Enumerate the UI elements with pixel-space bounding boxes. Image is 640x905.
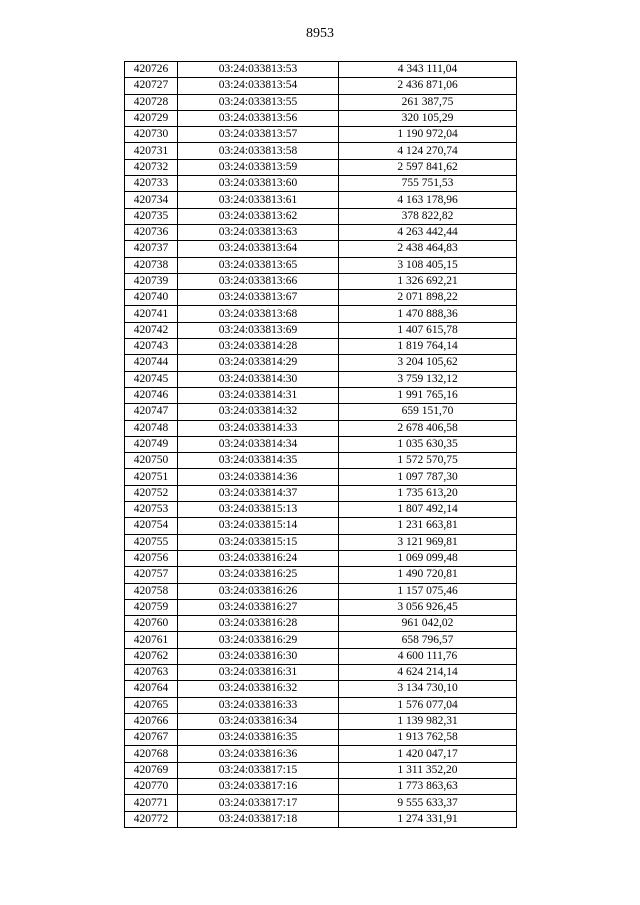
value-cell: 378 822,82 bbox=[339, 208, 517, 224]
value-cell: 659 151,70 bbox=[339, 404, 517, 420]
cadastral-number-cell: 03:24:033813:56 bbox=[178, 110, 339, 126]
row-id-cell: 420737 bbox=[125, 241, 178, 257]
cadastral-number-cell: 03:24:033813:67 bbox=[178, 290, 339, 306]
row-id-cell: 420760 bbox=[125, 616, 178, 632]
row-id-cell: 420731 bbox=[125, 143, 178, 159]
row-id-cell: 420743 bbox=[125, 339, 178, 355]
value-cell: 320 105,29 bbox=[339, 110, 517, 126]
cadastral-number-cell: 03:24:033813:55 bbox=[178, 94, 339, 110]
cadastral-number-cell: 03:24:033813:58 bbox=[178, 143, 339, 159]
row-id-cell: 420769 bbox=[125, 762, 178, 778]
cadastral-number-cell: 03:24:033815:13 bbox=[178, 502, 339, 518]
row-id-cell: 420764 bbox=[125, 681, 178, 697]
row-id-cell: 420753 bbox=[125, 502, 178, 518]
cadastral-number-cell: 03:24:033814:32 bbox=[178, 404, 339, 420]
cadastral-number-cell: 03:24:033814:29 bbox=[178, 355, 339, 371]
table-row bbox=[125, 502, 517, 518]
value-cell: 2 597 841,62 bbox=[339, 159, 517, 175]
table-row bbox=[125, 534, 517, 550]
row-id-cell: 420750 bbox=[125, 453, 178, 469]
cadastral-number-cell: 03:24:033817:15 bbox=[178, 762, 339, 778]
table-row bbox=[125, 664, 517, 680]
value-cell: 3 108 405,15 bbox=[339, 257, 517, 273]
cadastral-number-cell: 03:24:033816:30 bbox=[178, 648, 339, 664]
cadastral-number-cell: 03:24:033816:32 bbox=[178, 681, 339, 697]
row-id-cell: 420734 bbox=[125, 192, 178, 208]
table-row bbox=[125, 436, 517, 452]
value-cell: 1 572 570,75 bbox=[339, 453, 517, 469]
row-id-cell: 420745 bbox=[125, 371, 178, 387]
table-row bbox=[125, 762, 517, 778]
table-row bbox=[125, 322, 517, 338]
cadastral-number-cell: 03:24:033817:16 bbox=[178, 779, 339, 795]
value-cell: 1 326 692,21 bbox=[339, 273, 517, 289]
table-row bbox=[125, 697, 517, 713]
table-row bbox=[125, 420, 517, 436]
row-id-cell: 420758 bbox=[125, 583, 178, 599]
table-row bbox=[125, 371, 517, 387]
value-cell: 4 263 442,44 bbox=[339, 224, 517, 240]
cadastral-number-cell: 03:24:033813:62 bbox=[178, 208, 339, 224]
value-cell: 3 056 926,45 bbox=[339, 599, 517, 615]
cadastral-number-cell: 03:24:033813:69 bbox=[178, 322, 339, 338]
cadastral-number-cell: 03:24:033816:36 bbox=[178, 746, 339, 762]
cadastral-number-cell: 03:24:033816:28 bbox=[178, 616, 339, 632]
cadastral-number-cell: 03:24:033813:53 bbox=[178, 62, 339, 78]
row-id-cell: 420770 bbox=[125, 779, 178, 795]
row-id-cell: 420744 bbox=[125, 355, 178, 371]
row-id-cell: 420727 bbox=[125, 78, 178, 94]
cadastral-number-cell: 03:24:033813:57 bbox=[178, 127, 339, 143]
table-row bbox=[125, 567, 517, 583]
table-row bbox=[125, 453, 517, 469]
cadastral-number-cell: 03:24:033813:66 bbox=[178, 273, 339, 289]
row-id-cell: 420752 bbox=[125, 485, 178, 501]
table-row bbox=[125, 616, 517, 632]
row-id-cell: 420747 bbox=[125, 404, 178, 420]
table-row bbox=[125, 94, 517, 110]
page-number: 8953 bbox=[306, 26, 334, 41]
cadastral-number-cell: 03:24:033814:36 bbox=[178, 469, 339, 485]
value-cell: 1 490 720,81 bbox=[339, 567, 517, 583]
table-row bbox=[125, 339, 517, 355]
table-row bbox=[125, 110, 517, 126]
cadastral-number-cell: 03:24:033814:28 bbox=[178, 339, 339, 355]
value-cell: 1 190 972,04 bbox=[339, 127, 517, 143]
table-row bbox=[125, 208, 517, 224]
value-cell: 1 470 888,36 bbox=[339, 306, 517, 322]
cadastral-number-cell: 03:24:033816:35 bbox=[178, 730, 339, 746]
cadastral-number-cell: 03:24:033814:35 bbox=[178, 453, 339, 469]
cadastral-number-cell: 03:24:033813:59 bbox=[178, 159, 339, 175]
row-id-cell: 420741 bbox=[125, 306, 178, 322]
value-cell: 4 600 111,76 bbox=[339, 648, 517, 664]
cadastral-number-cell: 03:24:033813:54 bbox=[178, 78, 339, 94]
table-row bbox=[125, 273, 517, 289]
value-cell: 1 991 765,16 bbox=[339, 387, 517, 403]
value-cell: 1 407 615,78 bbox=[339, 322, 517, 338]
cadastral-number-cell: 03:24:033814:33 bbox=[178, 420, 339, 436]
table-row bbox=[125, 192, 517, 208]
row-id-cell: 420756 bbox=[125, 550, 178, 566]
cadastral-number-cell: 03:24:033816:29 bbox=[178, 632, 339, 648]
row-id-cell: 420754 bbox=[125, 518, 178, 534]
value-cell: 658 796,57 bbox=[339, 632, 517, 648]
value-cell: 1 420 047,17 bbox=[339, 746, 517, 762]
cadastral-number-cell: 03:24:033816:26 bbox=[178, 583, 339, 599]
value-cell: 1 807 492,14 bbox=[339, 502, 517, 518]
row-id-cell: 420772 bbox=[125, 811, 178, 827]
value-cell: 1 097 787,30 bbox=[339, 469, 517, 485]
cadastral-number-cell: 03:24:033816:27 bbox=[178, 599, 339, 615]
table-row bbox=[125, 518, 517, 534]
table-row bbox=[125, 746, 517, 762]
cadastral-number-cell: 03:24:033813:68 bbox=[178, 306, 339, 322]
table-row bbox=[125, 404, 517, 420]
value-cell: 1 231 663,81 bbox=[339, 518, 517, 534]
row-id-cell: 420749 bbox=[125, 436, 178, 452]
value-cell: 4 163 178,96 bbox=[339, 192, 517, 208]
table-row bbox=[125, 127, 517, 143]
value-cell: 4 343 111,04 bbox=[339, 62, 517, 78]
table-row bbox=[125, 681, 517, 697]
row-id-cell: 420729 bbox=[125, 110, 178, 126]
row-id-cell: 420735 bbox=[125, 208, 178, 224]
row-id-cell: 420742 bbox=[125, 322, 178, 338]
value-cell: 2 436 871,06 bbox=[339, 78, 517, 94]
table-row bbox=[125, 159, 517, 175]
cadastral-number-cell: 03:24:033813:64 bbox=[178, 241, 339, 257]
value-cell: 2 071 898,22 bbox=[339, 290, 517, 306]
cadastral-number-cell: 03:24:033813:60 bbox=[178, 176, 339, 192]
row-id-cell: 420730 bbox=[125, 127, 178, 143]
cadastral-number-cell: 03:24:033816:33 bbox=[178, 697, 339, 713]
cadastral-number-cell: 03:24:033813:63 bbox=[178, 224, 339, 240]
table-row bbox=[125, 713, 517, 729]
value-cell: 3 204 105,62 bbox=[339, 355, 517, 371]
row-id-cell: 420759 bbox=[125, 599, 178, 615]
table-row bbox=[125, 143, 517, 159]
cadastral-number-cell: 03:24:033816:25 bbox=[178, 567, 339, 583]
row-id-cell: 420762 bbox=[125, 648, 178, 664]
row-id-cell: 420746 bbox=[125, 387, 178, 403]
row-id-cell: 420766 bbox=[125, 713, 178, 729]
value-cell: 2 678 406,58 bbox=[339, 420, 517, 436]
cadastral-number-cell: 03:24:033814:30 bbox=[178, 371, 339, 387]
table-row bbox=[125, 583, 517, 599]
value-cell: 1 069 099,48 bbox=[339, 550, 517, 566]
value-cell: 1 139 982,31 bbox=[339, 713, 517, 729]
table-body bbox=[125, 62, 517, 828]
table-row bbox=[125, 224, 517, 240]
row-id-cell: 420757 bbox=[125, 567, 178, 583]
table-row bbox=[125, 811, 517, 827]
row-id-cell: 420733 bbox=[125, 176, 178, 192]
row-id-cell: 420738 bbox=[125, 257, 178, 273]
value-cell: 3 759 132,12 bbox=[339, 371, 517, 387]
value-cell: 1 819 764,14 bbox=[339, 339, 517, 355]
value-cell: 1 157 075,46 bbox=[339, 583, 517, 599]
table-row bbox=[125, 550, 517, 566]
cadastral-number-cell: 03:24:033816:34 bbox=[178, 713, 339, 729]
data-table bbox=[124, 61, 517, 828]
row-id-cell: 420761 bbox=[125, 632, 178, 648]
row-id-cell: 420726 bbox=[125, 62, 178, 78]
row-id-cell: 420767 bbox=[125, 730, 178, 746]
value-cell: 1 035 630,35 bbox=[339, 436, 517, 452]
table-row bbox=[125, 599, 517, 615]
table-row bbox=[125, 469, 517, 485]
cadastral-number-cell: 03:24:033816:24 bbox=[178, 550, 339, 566]
table-row bbox=[125, 176, 517, 192]
cadastral-number-cell: 03:24:033816:31 bbox=[178, 664, 339, 680]
table-row bbox=[125, 78, 517, 94]
row-id-cell: 420748 bbox=[125, 420, 178, 436]
table-row bbox=[125, 387, 517, 403]
table-row bbox=[125, 632, 517, 648]
table-row bbox=[125, 290, 517, 306]
row-id-cell: 420728 bbox=[125, 94, 178, 110]
row-id-cell: 420755 bbox=[125, 534, 178, 550]
row-id-cell: 420739 bbox=[125, 273, 178, 289]
table-row bbox=[125, 241, 517, 257]
cadastral-number-cell: 03:24:033813:65 bbox=[178, 257, 339, 273]
value-cell: 961 042,02 bbox=[339, 616, 517, 632]
cadastral-number-cell: 03:24:033813:61 bbox=[178, 192, 339, 208]
cadastral-number-cell: 03:24:033815:15 bbox=[178, 534, 339, 550]
table-row bbox=[125, 62, 517, 78]
value-cell: 4 624 214,14 bbox=[339, 664, 517, 680]
cadastral-number-cell: 03:24:033814:37 bbox=[178, 485, 339, 501]
row-id-cell: 420732 bbox=[125, 159, 178, 175]
cadastral-number-cell: 03:24:033817:18 bbox=[178, 811, 339, 827]
value-cell: 755 751,53 bbox=[339, 176, 517, 192]
value-cell: 1 913 762,58 bbox=[339, 730, 517, 746]
row-id-cell: 420763 bbox=[125, 664, 178, 680]
cadastral-number-cell: 03:24:033814:31 bbox=[178, 387, 339, 403]
row-id-cell: 420771 bbox=[125, 795, 178, 811]
row-id-cell: 420765 bbox=[125, 697, 178, 713]
row-id-cell: 420736 bbox=[125, 224, 178, 240]
value-cell: 2 438 464,83 bbox=[339, 241, 517, 257]
value-cell: 1 576 077,04 bbox=[339, 697, 517, 713]
value-cell: 9 555 633,37 bbox=[339, 795, 517, 811]
table-row bbox=[125, 730, 517, 746]
table-row bbox=[125, 257, 517, 273]
cadastral-number-cell: 03:24:033815:14 bbox=[178, 518, 339, 534]
cadastral-number-cell: 03:24:033817:17 bbox=[178, 795, 339, 811]
value-cell: 1 735 613,20 bbox=[339, 485, 517, 501]
table-row bbox=[125, 648, 517, 664]
value-cell: 1 773 863,63 bbox=[339, 779, 517, 795]
value-cell: 261 387,75 bbox=[339, 94, 517, 110]
row-id-cell: 420740 bbox=[125, 290, 178, 306]
row-id-cell: 420768 bbox=[125, 746, 178, 762]
table-row bbox=[125, 485, 517, 501]
cadastral-number-cell: 03:24:033814:34 bbox=[178, 436, 339, 452]
table-row bbox=[125, 355, 517, 371]
table-row bbox=[125, 779, 517, 795]
row-id-cell: 420751 bbox=[125, 469, 178, 485]
value-cell: 3 134 730,10 bbox=[339, 681, 517, 697]
value-cell: 3 121 969,81 bbox=[339, 534, 517, 550]
value-cell: 1 311 352,20 bbox=[339, 762, 517, 778]
value-cell: 1 274 331,91 bbox=[339, 811, 517, 827]
table-row bbox=[125, 795, 517, 811]
value-cell: 4 124 270,74 bbox=[339, 143, 517, 159]
table-row bbox=[125, 306, 517, 322]
